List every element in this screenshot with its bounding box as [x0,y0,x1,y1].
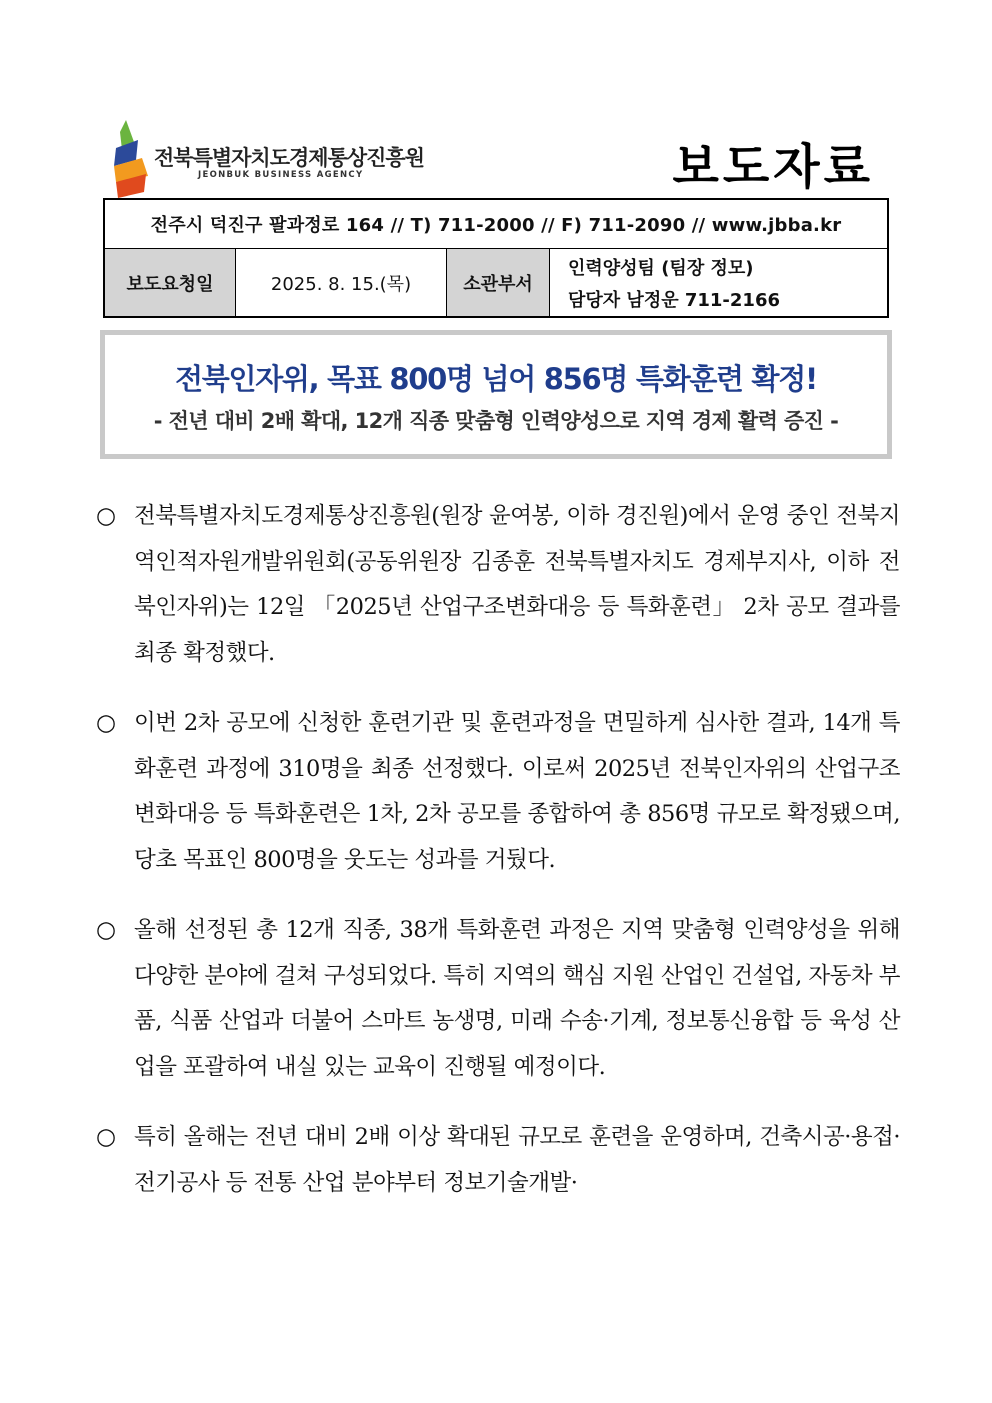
info-row [105,249,887,316]
paragraph-text: 올해 선정된 총 12개 직종, 38개 특화훈련 과정은 지역 맞춤형 인력양성을 위해 다양한 분야에 걸쳐 구성되었다. 특히 지역의 핵심 지원 산업인 건설업, 자동차 부품, 식품 산업과 더불어 스마트 농생명, 미래 수송·기계, 정보통신융합 등 육성 산업을 포괄하여 내실 있는 교육이 진행될 예정이다. [134,917,900,1080]
body-paragraph [94,908,900,1090]
org-name: 전북특별자치도경제통상진흥원 [154,146,425,170]
paragraph-text: 이번 2차 공모에 신청한 훈련기관 및 훈련과정을 면밀하게 심사한 결과, 14개 특화훈련 과정에 310명을 최종 선정했다. 이로써 2025년 전북인자위의 산업구조변화대응 등 특화훈련은 1차, 2차 공모를 종합하여 총 856명 규모로 확정됐으며, 당초 목표인 800명을 웃도는 성과를 거뒀다. [134,710,900,873]
body-paragraph [94,494,900,676]
request-date-value: 2025. 8. 15.(목) [236,249,447,316]
org-name-en: JEONBUK BUSINESS AGENCY [198,170,364,180]
department-value: 인력양성팀 (팀장 정모) [568,257,754,279]
document-type-title: 보도자료 [672,139,874,195]
org-logo [112,120,425,198]
circle-bullet-icon: ○ [96,710,116,736]
paragraph-text: 특히 올해는 전년 대비 2배 이상 확대된 규모로 훈련을 운영하며, 건축시공·용접·전기공사 등 전통 산업 분야부터 정보기술개발· [134,1124,900,1196]
paragraph-text: 전북특별자치도경제통상진흥원(원장 윤여봉, 이하 경진원)에서 운영 중인 전북지역인적자원개발위원회(공동위원장 김종훈 전북특별자치도 경제부지사, 이하 전북인자위)는 12일 「2025년 산업구조변화대응 등 특화훈련」 2차 공모 결과를 최종 확정했다. [134,503,900,666]
press-info-table [103,198,889,318]
circle-bullet-icon: ○ [96,503,116,529]
department-cell [550,249,887,316]
headline: 전북인자위, 목표 800명 넘어 856명 특화훈련 확정! [175,362,817,396]
body-paragraph [94,1115,900,1206]
headline-box [100,330,892,459]
contact-person: 담당자 남정운 711-2166 [568,289,781,311]
contact-address-line: 전주시 덕진구 팔과정로 164 // T) 711-2000 // F) 711-2090 // www.jbba.kr [105,200,887,249]
subheadline: - 전년 대비 2배 확대, 12개 직종 맞춤형 인력양성으로 지역 경제 활력 증진 - [153,409,839,433]
request-date-label: 보도요청일 [105,249,236,316]
department-label: 소관부서 [447,249,550,316]
body-paragraph [94,701,900,883]
agency-logo-icon [112,120,152,198]
circle-bullet-icon: ○ [96,917,116,943]
article-body [94,494,900,1231]
circle-bullet-icon: ○ [96,1124,116,1150]
